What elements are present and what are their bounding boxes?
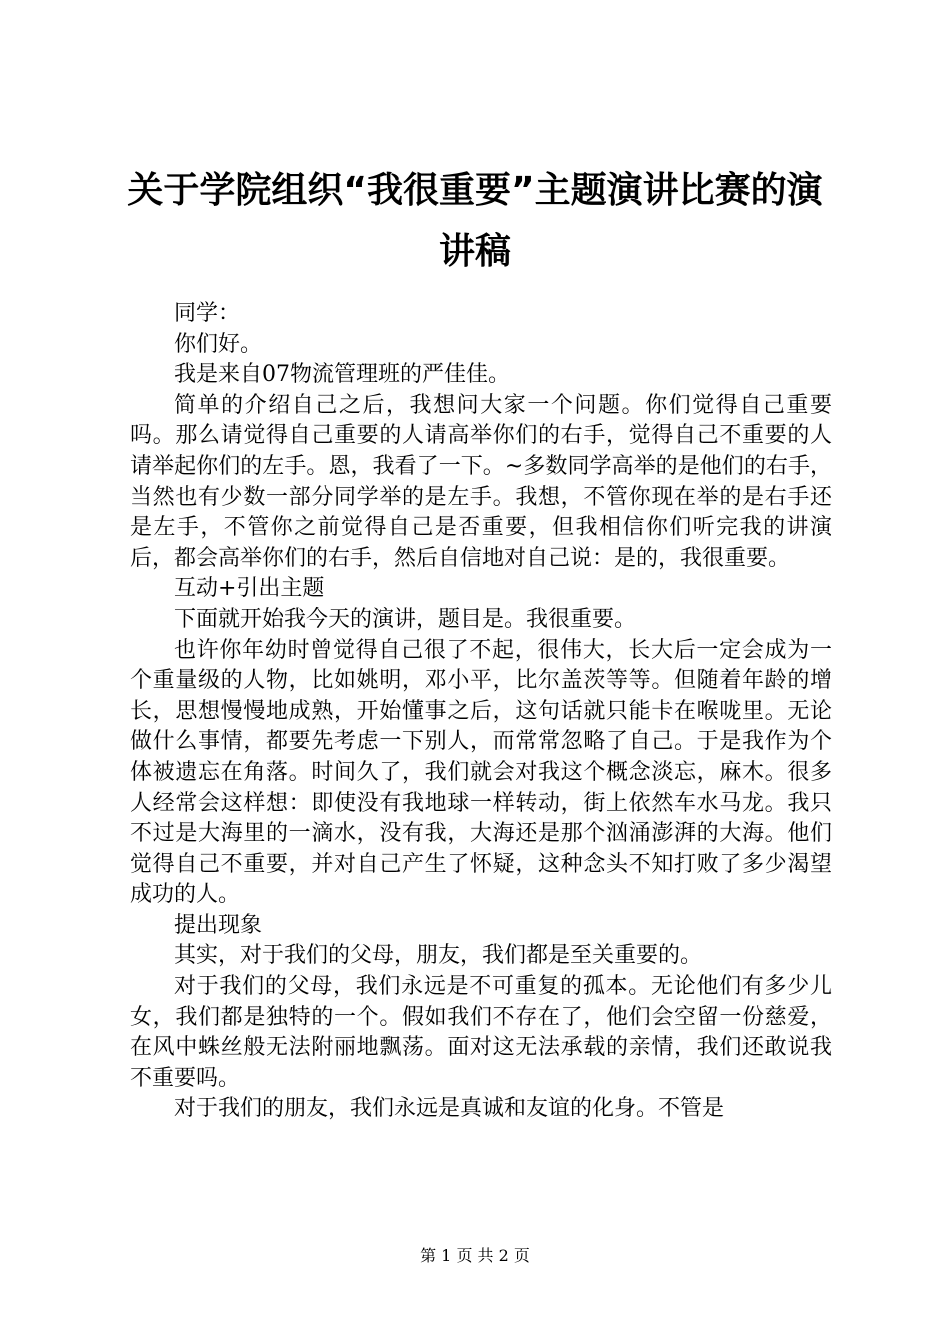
paragraph-friends: 对于我们的朋友，我们永远是真诚和友谊的化身。不管是 xyxy=(174,1096,725,1122)
paragraph-intro: 我是来自07物流管理班的严佳佳。 xyxy=(174,362,510,388)
document-title xyxy=(100,160,850,282)
paragraph-phenomenon: 也许你年幼时曾觉得自己很了不起，很伟大，长大后一定会成为一个重量级的人物，比如姚明，邓小平，比尔盖茨等等。但随着年龄的增长，思想慢慢地成熟，开始懂事之后，这句话就只能卡在喉咙里。无论做什么事情，都要先考虑一下别人，而常常忽略了自己。于是我作为个体被遗忘在角落。时间久了，我们就会对我这个概念淡忘，麻木。很多人经常会这样想：即使没有我地球一样转动，街上依然车水马龙。我只不过是大海里的一滴水，没有我，大海还是那个汹涌澎湃的大海。他们觉得自己不重要，并对自己产生了怀疑，这种念头不知打败了多少渴望成功的人。 xyxy=(130,637,832,908)
paragraph-greeting: 同学： xyxy=(174,301,241,326)
title-line-2: 讲稿 xyxy=(438,231,511,272)
document-body xyxy=(130,299,832,1125)
paragraph-parents: 对于我们的父母，我们永远是不可重复的孤本。无论他们有多少儿女，我们都是独特的一个。假如我们不存在了，他们会空留一份慈爱，在风中蛛丝般无法附丽地飘荡。面对这无法承载的亲情，我们还敢说我不重要吗。 xyxy=(130,974,832,1091)
paragraph-question: 简单的介绍自己之后，我想问大家一个问题。你们觉得自己重要吗。那么请觉得自己重要的人请高举你们的右手，觉得自己不重要的人请举起你们的左手。恩，我看了一下。~多数同学高举的是他们的右手，当然也有少数一部分同学举的是左手。我想，不管你现在举的是右手还是左手，不管你之前觉得自己是否重要，但我相信你们听完我的讲演后，都会高举你们的右手，然后自信地对自己说：是的，我很重要。 xyxy=(130,392,832,571)
title-line-1: 关于学院组织“我很重要”主题演讲比赛的演 xyxy=(127,170,823,211)
paragraph-topic: 下面就开始我今天的演讲，题目是。我很重要。 xyxy=(174,606,637,632)
paragraph-note-phenomenon: 提出现象 xyxy=(174,912,263,938)
page-number-footer: 第 1 页 共 2 页 xyxy=(420,1246,530,1265)
paragraph-note-interaction: 互动+引出主题 xyxy=(174,576,325,602)
paragraph-hello: 你们好。 xyxy=(174,331,263,357)
paragraph-importance: 其实，对于我们的父母，朋友，我们都是至关重要的。 xyxy=(174,943,703,969)
